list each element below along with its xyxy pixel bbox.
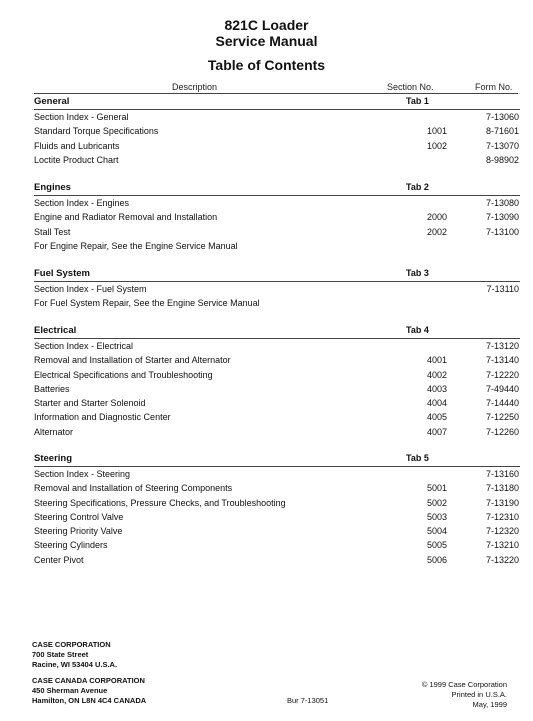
toc-row bbox=[34, 510, 520, 524]
manual-title: 821C Loader bbox=[224, 17, 309, 33]
section-header bbox=[34, 267, 520, 282]
row-form-no: 7-13140 bbox=[485, 355, 519, 366]
toc-row bbox=[34, 225, 520, 239]
row-description: Section Index - Engines bbox=[34, 198, 130, 208]
toc-row bbox=[34, 196, 520, 210]
row-form-no: 7-13120 bbox=[485, 341, 519, 351]
row-form-no: 7-13100 bbox=[485, 226, 519, 237]
row-section-no: 4003 bbox=[426, 383, 447, 394]
row-form-no: 7-13220 bbox=[485, 554, 519, 565]
row-description: Section Index - Fuel System bbox=[34, 284, 147, 294]
row-description: Removal and Installation of Starter and Alternator bbox=[34, 355, 231, 366]
corp-city: Hamilton, ON L8N 4C4 CANADA bbox=[32, 696, 147, 705]
row-form-no: 7-14440 bbox=[485, 398, 519, 409]
row-section-no: 5004 bbox=[426, 526, 447, 537]
row-form-no: 7-12220 bbox=[485, 369, 519, 380]
row-description: Section Index - General bbox=[34, 112, 129, 122]
row-description: Electrical Specifications and Troubleshooting bbox=[34, 369, 213, 380]
toc-section bbox=[34, 95, 520, 167]
toc-row bbox=[34, 339, 520, 353]
row-description: Steering Priority Valve bbox=[34, 526, 123, 537]
section-title: Engines bbox=[34, 182, 71, 193]
toc-row bbox=[34, 296, 520, 310]
row-description: Steering Control Valve bbox=[34, 511, 124, 522]
row-section-no: 4004 bbox=[426, 398, 447, 409]
section-title: Electrical bbox=[34, 325, 77, 336]
toc-row bbox=[34, 553, 520, 567]
column-header-section-no: Section No. bbox=[387, 82, 434, 92]
section-header bbox=[34, 181, 520, 196]
toc-row bbox=[34, 382, 520, 396]
row-description: Section Index - Steering bbox=[34, 469, 131, 479]
row-section-no: 4005 bbox=[426, 412, 447, 423]
row-description: Fluids and Lubricants bbox=[34, 140, 120, 151]
row-description: Loctite Product Chart bbox=[34, 154, 119, 165]
copyright-line: © 1999 Case Corporation bbox=[421, 680, 507, 689]
corp-street: 450 Sherman Avenue bbox=[32, 686, 108, 695]
section-tab: Tab 1 bbox=[406, 96, 429, 106]
section-title: Fuel System bbox=[34, 268, 90, 279]
toc-row bbox=[34, 282, 520, 296]
section-tab: Tab 5 bbox=[406, 453, 429, 463]
row-description: Steering Cylinders bbox=[34, 540, 108, 551]
corp-address-us bbox=[32, 640, 117, 670]
section-title: Steering bbox=[34, 453, 73, 464]
bur-number: Bur 7-13051 bbox=[287, 696, 329, 705]
toc-section bbox=[34, 267, 520, 311]
printed-line: Printed in U.S.A. bbox=[451, 690, 507, 699]
row-description: Section Index - Electrical bbox=[34, 341, 134, 351]
section-header bbox=[34, 452, 520, 467]
section-header bbox=[34, 95, 520, 110]
row-section-no: 5002 bbox=[426, 497, 447, 508]
row-description: Alternator bbox=[34, 426, 74, 437]
toc-row bbox=[34, 496, 520, 510]
row-form-no: 7-12260 bbox=[485, 426, 519, 437]
row-section-no: 5006 bbox=[426, 554, 447, 565]
row-section-no: 2000 bbox=[426, 212, 447, 223]
row-form-no: 8-98902 bbox=[485, 154, 519, 165]
toc-row bbox=[34, 410, 520, 424]
toc-row bbox=[34, 538, 520, 552]
row-description: Removal and Installation of Steering Components bbox=[34, 483, 233, 494]
toc-row bbox=[34, 153, 520, 167]
corp-city: Racine, WI 53404 U.S.A. bbox=[32, 660, 118, 669]
toc-row bbox=[34, 467, 520, 481]
row-form-no: 7-49440 bbox=[485, 383, 519, 394]
toc-section bbox=[34, 181, 520, 253]
toc-row bbox=[34, 481, 520, 495]
corp-street: 700 State Street bbox=[32, 650, 89, 659]
row-form-no: 7-13110 bbox=[486, 284, 519, 294]
row-form-no: 7-13160 bbox=[485, 469, 519, 479]
row-section-no: 4007 bbox=[426, 426, 447, 437]
row-form-no: 7-13210 bbox=[485, 540, 519, 551]
row-description: Steering Specifications, Pressure Checks, and Troubleshooting bbox=[34, 497, 286, 508]
toc-row bbox=[34, 124, 520, 138]
toc-row bbox=[34, 110, 520, 124]
corp-name: CASE CORPORATION bbox=[32, 640, 111, 649]
row-form-no: 7-12320 bbox=[485, 526, 519, 537]
row-section-no: 2002 bbox=[426, 226, 447, 237]
toc-row bbox=[34, 368, 520, 382]
toc-row bbox=[34, 210, 520, 224]
row-description: For Fuel System Repair, See the Engine Service Manual bbox=[34, 298, 260, 309]
row-form-no: 7-12310 bbox=[485, 511, 519, 522]
corp-address-canada bbox=[32, 676, 146, 706]
section-tab: Tab 4 bbox=[406, 325, 429, 335]
toc-heading: Table of Contents bbox=[207, 57, 326, 73]
header-divider bbox=[34, 93, 518, 94]
row-description: Standard Torque Specifications bbox=[34, 126, 159, 137]
row-description: Information and Diagnostic Center bbox=[34, 412, 171, 423]
row-form-no: 7-13060 bbox=[485, 112, 519, 122]
row-form-no: 7-12250 bbox=[485, 412, 519, 423]
toc-row bbox=[34, 425, 520, 439]
row-form-no: 8-71601 bbox=[485, 126, 519, 137]
row-description: For Engine Repair, See the Engine Service Manual bbox=[34, 240, 238, 251]
corp-name: CASE CANADA CORPORATION bbox=[32, 676, 145, 685]
copyright-block bbox=[422, 680, 507, 710]
section-title: General bbox=[34, 96, 70, 107]
date-line: May, 1999 bbox=[472, 700, 507, 709]
row-form-no: 7-13190 bbox=[485, 497, 519, 508]
toc-row bbox=[34, 139, 520, 153]
row-description: Batteries bbox=[34, 383, 70, 394]
row-section-no: 5001 bbox=[426, 483, 447, 494]
row-section-no: 5005 bbox=[426, 540, 447, 551]
toc-row bbox=[34, 524, 520, 538]
toc-section bbox=[34, 324, 520, 439]
section-tab: Tab 3 bbox=[406, 268, 429, 278]
row-form-no: 7-13180 bbox=[485, 483, 519, 494]
row-form-no: 7-13090 bbox=[485, 212, 519, 223]
row-section-no: 5003 bbox=[426, 511, 447, 522]
row-section-no: 4002 bbox=[426, 369, 447, 380]
row-section-no: 4001 bbox=[426, 355, 447, 366]
column-header-description: Description bbox=[172, 82, 218, 92]
manual-subtitle: Service Manual bbox=[215, 33, 318, 49]
row-form-no: 7-13070 bbox=[485, 140, 519, 151]
row-description: Stall Test bbox=[34, 226, 71, 237]
toc-row bbox=[34, 239, 520, 253]
section-header bbox=[34, 324, 520, 339]
column-header-form-no: Form No. bbox=[475, 82, 513, 92]
row-description: Starter and Starter Solenoid bbox=[34, 398, 146, 409]
row-section-no: 1002 bbox=[426, 140, 447, 151]
toc-row bbox=[34, 353, 520, 367]
row-description: Center Pivot bbox=[34, 554, 84, 565]
toc-section bbox=[34, 452, 520, 567]
toc-row bbox=[34, 396, 520, 410]
row-form-no: 7-13080 bbox=[485, 198, 519, 208]
section-tab: Tab 2 bbox=[406, 182, 429, 192]
row-description: Engine and Radiator Removal and Installation bbox=[34, 212, 218, 223]
row-section-no: 1001 bbox=[426, 126, 447, 137]
